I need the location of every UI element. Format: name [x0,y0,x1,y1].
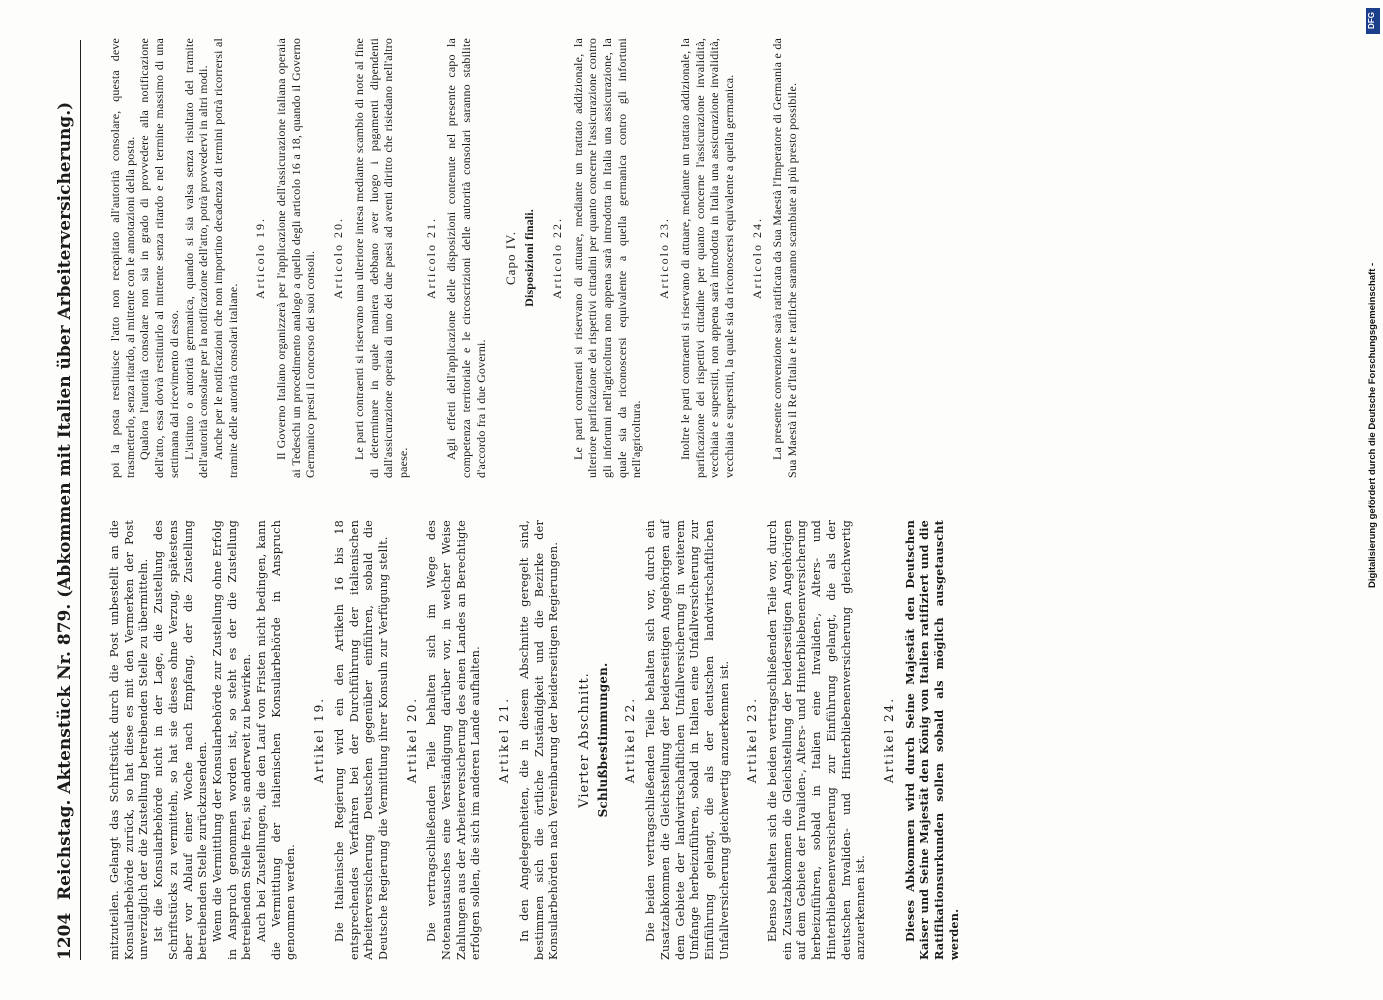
section-subheading: Schlußbestimmungen. [595,662,610,818]
german-article-text: Die vertragschließenden Teile behalten sich im Wege des Notenaustausches eine Verständigung darüber vor, in welcher Weise Zahlungen aus der Arbeiterversicherung des einen Landes an Berechtigte erfolgen sollen, die sich im anderen Lande aufhalten. [425,520,483,960]
article-heading: Artikel 19. [312,696,327,784]
german-article-text: Die Italienische Regierung wird ein den Artikeln 16 bis 18 entsprechendes Verfahren bei der Durchführung der italienischen Arbeiterversicherung Deutschen gegenüber einführen, sobald die Deutsche Regierung die Vermittlung ihrer Konsuln zur Verfügung stellt. [332,520,390,960]
italian-article-text: La presente convenzione sarà ratificata da Sua Maestà l'Imperatore di Germania e da Sua Maestà il Re d'Italia e le ratifiche saranno scambiate al più presto possibile. [770,38,800,478]
italian-article-text: Inoltre le parti contraenti si riservano di attuare, mediante un trattato addizionale, la parificazione dei rispettivi cittadine per quanto concerne l'assicurazione invalidità, vecchiaia e superstiti, non appena sarà introdotta in Italia una assicurazione invalidità, vecchiaia e superstiti, la quale sia da riconoscersi equivalente a quella germanica. [677,38,736,478]
section-heading: Capo IV. [503,231,519,285]
italian-article-text: Agli effetti dell'applicazione delle disposizioni contenute nel presente capo la competenza territoriale e le circoscrizioni delle autorità consolari saranno stabilite d'accordo fra i due Governi. [444,38,488,478]
rotated-document-page [50,40,1310,960]
article-heading: Artikel 20. [404,696,419,784]
german-paragraph: Auch bei Zustellungen, die den Lauf von Fristen nicht bedingen, kann die Vermittlung der italienischen Konsularbehörde in Anspruch genommen werden. [255,520,298,960]
digitization-note: Digitalisierung gefördert durch die Deutsche Forschungsgemeinschaft - [1367,262,1378,588]
german-paragraph: Wenn die Vermittlung der Konsularbehörde zur Zustellung ohne Erfolg in Anspruch genommen worden ist, so steht es der die Zustellung betreibenden Stelle frei, sie anderweit zu bewirken. [210,520,254,960]
article-heading: Articolo 20. [331,217,346,299]
italian-paragraph: poi la posta restituisce l'atto non recapitato all'autorità consolare, questa deve trasmetterlo, senza ritardo, al mittente con le annotazioni della posta. [108,38,137,478]
german-article-text: Die beiden vertragschließenden Teile behalten sich vor, durch ein Zusatzabkommen die Gleichstellung der beiderseitigen Angehörigen auf dem Gebiete der landwirtschaftlichen Unfallversicherung in weiterem Umfange herbeizuführen, sobald in Italien eine Unfallversicherung zur Einführung gelangt, die als der deutschen landwirtschaftlichen Unfallversicherung gleichwertig anzuerkennen ist. [644,520,731,960]
page-header [50,40,81,960]
article-heading: Articolo 22. [549,217,564,299]
article-heading: Articolo 19. [253,217,268,299]
section-heading: Vierter Abschnitt. [576,672,592,808]
article-heading: Articolo 23. [657,217,672,299]
italian-article-text: Le parti contraenti si riservano di attuare, mediante un trattato addizionale, la ulteriore parificazione dei rispettivi cittadini per quanto concerne l'assicurazione contro gli infortuni nell'agricoltura non appena sarà introdotta in Italia una assicurazione, la quale sia da riconoscersi equivalente a quella germanica contro gli infortuni nell'agricoltura. [570,38,644,478]
german-paragraph: mitzuteilen. Gelangt das Schriftstück durch die Post unbestellt an die Konsularbehörde zurück, so hat diese es mit den Vermerken der Post unverzüglich der die Zustellung betreibenden Stelle zu übermitteln. [108,520,151,960]
italian-paragraph: Anche per le notificazioni che non importino decadenza di termini potrà ricorrersi al tramite delle autorità consolari italiane. [210,38,240,478]
german-paragraph: Ist die Konsularbehörde nicht in der Lage, die Zustellung des Schriftstücks zu vermitteln, so hat sie dieses ohne Verzug, spätestens aber vor Ablauf einer Woche nach Empfang, der die Zustellung betreibenden Stelle zurückzusenden. [152,520,210,960]
article-heading: Articolo 24. [749,217,764,299]
section-subheading: Disposizioni finali. [522,209,537,307]
article-heading: Artikel 22. [623,696,638,784]
italian-paragraph: Qualora l'autorità consolare non sia in grado di provvedere alla notificazione dell'atto, essa dovrà restituirlo al mittente senza ritardo e nel termine massimo di una settimana dal ricevimento di esso. [137,38,181,478]
dfg-logo: DFG [1366,8,1380,34]
page-number: 1204 [54,912,75,960]
german-article-text: In den Angelegenheiten, die in diesem Abschnitte geregelt sind, bestimmen sich die örtliche Zuständigkeit und die Bezirke der Konsularbehörden nach Vereinbarung der beiderseitigen Regierungen. [517,520,561,960]
article-heading: Articolo 21. [423,217,438,299]
article-heading: Artikel 23. [745,696,760,784]
running-title: Reichstag. Aktenstück Nr. 879. (Abkommen mit Italien über Arbeiterversicherung.) [54,101,75,900]
german-article-text: Ebenso behalten sich die beiden vertragschließenden Teile vor, durch ein Zusatzabkommen die Gleichstellung der beiderseitigen Angehörigen auf dem Gebiete der Invaliden-, Alters- und Hinterbliebenenversicherung herbeizuführen, sobald in Italien eine Invaliden-, Alters- und Hinterbliebenenversicherung zur Einführung gelangt, die als der deutschen Invaliden- und Hinterbliebenenversicherung gleichwertig anzuerkennen ist. [766,520,868,960]
german-article-text: Dieses Abkommen wird durch Seine Majestät den Deutschen Kaiser und Seine Majestät den König von Italien ratifiziert und die Ratifikationsurkunden sollen sobald als möglich ausgetauscht werden. [902,520,961,960]
italian-article-text: Le parti contraenti si riservano una ulteriore intesa mediante scambio di note al fine di determinare in quale maniera debbano aver luogo i pagamenti dipendenti dall'assicurazione operaia di uno dei due paesi ad aventi diritto che risiedano nell'altro paese. [351,38,410,478]
italian-paragraph: L'istituto o autorità germanica, quando si sia valsa senza risultato del tramite dell'autorità consolare per la notificazione dell'atto, potrà provvedervi in altri modi. [181,38,211,478]
digitization-stamp [1365,8,1383,588]
article-heading: Artikel 24. [881,696,896,784]
german-column [108,520,961,960]
article-heading: Artikel 21. [497,696,512,784]
italian-article-text: Il Governo Italiano organizzerà per l'applicazione dell'assicurazione italiana operaia ai Tedeschi un procedimento analogo a quello degli articolo 16 a 18, quando il Governo Germanico presti il concorso dei suoi consoli. [274,38,318,478]
italian-column [108,38,800,478]
